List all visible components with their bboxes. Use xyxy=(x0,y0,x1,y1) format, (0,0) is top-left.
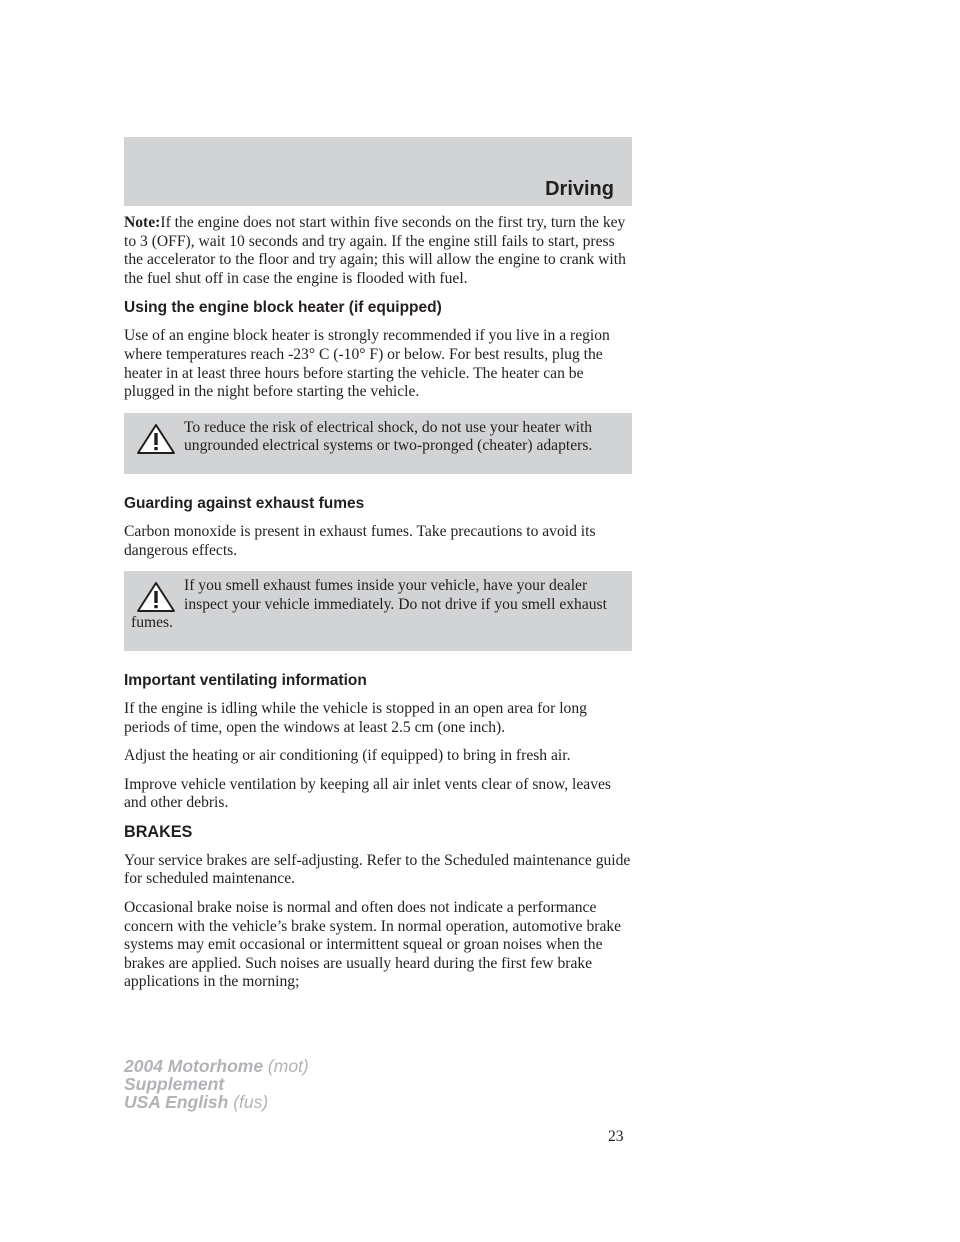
ventilation-paragraph-1: If the engine is idling while the vehicle is stopped in an open area for long periods of time, open the windows at least 2.5 cm (one inch). xyxy=(124,699,587,736)
warning-box-electrical xyxy=(124,413,632,474)
footer-model-code: (mot) xyxy=(263,1056,309,1076)
footer-language-code: (fus) xyxy=(228,1091,269,1112)
section-title: Driving xyxy=(545,178,614,200)
block-heater-paragraph: Use of an engine block heater is strongly recommended if you live in a region where temperatures reach -23° C (-10° F) or below. For best results, plug the heater in at least three hours before starting the vehicle. The heater can be plugged in the night before starting the vehicle. xyxy=(124,327,610,401)
footer-line-2: Supplement xyxy=(124,1073,225,1094)
ventilation-paragraph-2: Adjust the heating or air conditioning (if equipped) to bring in fresh air. xyxy=(124,747,571,765)
document-footer xyxy=(124,1058,309,1111)
exhaust-paragraph: Carbon monoxide is present in exhaust fumes. Take precautions to avoid its dangerous effects. xyxy=(124,522,596,559)
note-text: If the engine does not start within five seconds on the first try, turn the key to 3 (OFF), wait 10 seconds and try again. If the engine still fails to start, press the accelerator to the floor and try again; this will allow the engine to crank with the fuel shut off in case the engine is flooded with fuel. xyxy=(124,214,626,287)
footer-model: 2004 Motorhome xyxy=(124,1056,264,1076)
page-number: 23 xyxy=(608,1128,624,1145)
warning-triangle-icon xyxy=(136,581,176,613)
brakes-paragraph-1: Your service brakes are self-adjusting. Refer to the Scheduled maintenance guide for scheduled maintenance. xyxy=(124,851,631,888)
ventilation-paragraph-3: Improve vehicle ventilation by keeping all air inlet vents clear of snow, leaves and other debris. xyxy=(124,775,611,812)
heading-exhaust: Guarding against exhaust fumes xyxy=(124,494,365,512)
warning-triangle-icon xyxy=(136,423,176,455)
page-content xyxy=(124,214,632,1002)
brakes-paragraph-2: Occasional brake noise is normal and often does not indicate a performance concern with the vehicle’s brake system. In normal operation, automotive brake systems may emit occasional or intermittent squeal or groan noises when the brakes are applied. Such noises are usually heard during the first few brake applications in the morning; xyxy=(124,899,622,991)
warning-text-exhaust: If you smell exhaust fumes inside your vehicle, have your dealer inspect your vehicle immediately. Do not drive if you smell exhaust fumes. xyxy=(131,577,607,632)
note-paragraph xyxy=(124,214,632,288)
warning-text-electrical: To reduce the risk of electrical shock, do not use your heater with ungrounded electrical systems or two-pronged (cheater) adapters. xyxy=(184,418,593,455)
heading-ventilation: Important ventilating information xyxy=(124,671,367,689)
heading-block-heater: Using the engine block heater (if equipped) xyxy=(124,299,442,317)
footer-line-3 xyxy=(124,1091,309,1112)
warning-box-exhaust xyxy=(124,571,632,651)
footer-language: USA English xyxy=(124,1091,229,1112)
heading-brakes: BRAKES xyxy=(124,822,193,841)
note-label: Note: xyxy=(124,214,161,231)
section-header-band xyxy=(124,137,632,206)
